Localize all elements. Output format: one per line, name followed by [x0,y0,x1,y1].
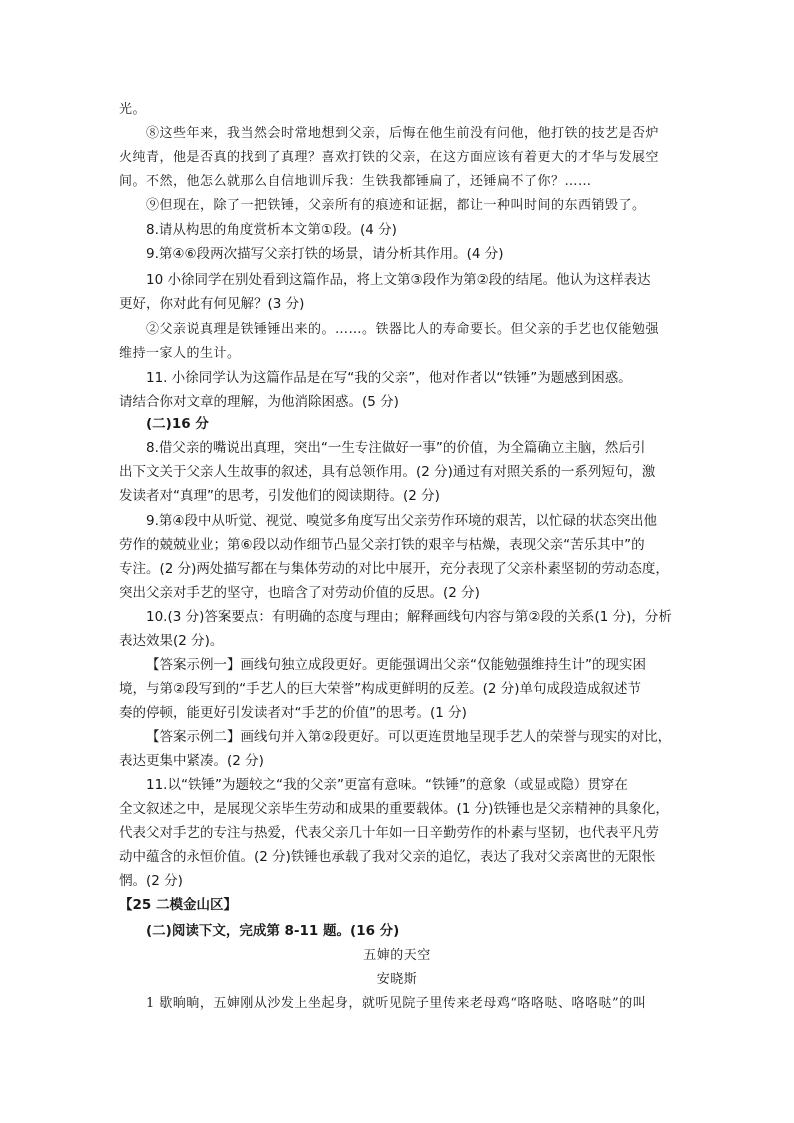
text-line: 请结合你对文章的理解，为他消除困惑。(5 分) [119,394,399,410]
text-line: ⑧这些年来，我当然会时常地想到父亲，后悔在他生前没有问他，他打铁的技艺是否炉 [146,126,660,141]
article-title: 五婶的天空 [363,948,431,963]
answer-8: 8.借父亲的嘴说出真理，突出“一生专注做好一事”的价值，为全篇确立主脑，然后引 [146,440,646,456]
reading-instruction: (二)阅读下文，完成第 8-11 题。(16 分) [146,923,400,939]
text-line: 惘。(2 分) [119,873,183,889]
text-line: 境，与第②段写到的“手艺人的巨大荣誉”构成更鲜明的反差。(2 分)单句成段造成叙述节 [119,681,642,697]
text-line: 动中蕴含的永恒价值。(2 分)铁锤也承载了我对父亲的追忆，表达了我对父亲离世的无限怅 [119,849,656,865]
text-line: 代表父对手艺的专注与热爱，代表父亲几十年如一日辛勤劳作的朴素与坚韧，也代表平凡劳 [119,825,659,841]
quoted-passage: 维持一家人的生计。 [119,346,241,361]
answer-example-2: 【答案示例二】画线句并入第②段更好。可以更连贯地呈现手艺人的荣誉与现实的对比， [146,729,672,745]
question-9: 9.第④⑥段两次描写父亲打铁的场景，请分析其作用。(4 分) [146,246,504,262]
source-tag: 【25 二模金山区】 [119,897,237,913]
question-10: 10 小徐同学在别处看到这篇作品，将上文第③段作为第②段的结尾。他认为这样表达 [146,272,651,288]
quoted-passage: ②父亲说真理是铁锤锤出来的。……。铁器比人的寿命要长。但父亲的手艺也仅能勉强 [146,322,660,337]
text-line: 火纯青，他是否真的找到了真理？喜欢打铁的父亲，在这方面应该有着更大的才华与发展空 [119,150,660,165]
question-11: 11. 小徐同学认为这篇作品是在写“我的父亲”，他对作者以“铁锤”为题感到困惑。 [146,370,632,386]
text-line: ⑨但现在，除了一把铁锤，父亲所有的痕迹和证据，都让一种叫时间的东西销毁了。 [146,198,646,213]
text-line: 专注。(2 分)两处描写都在与集体劳动的对比中展开，充分表现了父亲朴素坚韧的劳动态度， [119,561,669,577]
text-line: 间。不然，他怎么就那么自信地训斥我：生铁我都锤扁了，还锤扁不了你？…… [119,174,592,189]
answer-10: 10.(3 分)答案要点：有明确的态度与理由；解释画线句内容与第②段的关系(1 分)，分析 [146,609,672,625]
text-line: 更好，你对此有何见解？(3 分) [119,296,305,312]
text-line: 表达更集中紧凑。(2 分) [119,753,264,769]
question-8: 8.请从构思的角度赏析本文第①段。(4 分) [146,222,397,238]
text-line: 发读者对“真理”的思考，引发他们的阅读期待。(2 分) [119,488,440,504]
text-line: 劳作的兢兢业业；第⑥段以动作细节凸显父亲打铁的艰辛与枯燥，表现父亲“苦乐其中”的 [119,537,645,553]
section-heading: (二)16 分 [146,416,209,432]
answer-example-1: 【答案示例一】画线句独立成段更好。更能强调出父亲“仅能勉强维持生计”的现实困 [146,657,646,673]
text-line: 突出父亲对手艺的坚守，也暗含了对劳动价值的反思。(2 分) [119,585,480,601]
answer-11: 11.以“铁锤”为题较之“我的父亲”更富有意味。“铁锤”的意象（或显或隐）贯穿在 [146,777,628,793]
text-line: 表达效果(2 分)。 [119,633,224,649]
article-paragraph-1: 1 歇晌晌，五婶刚从沙发上坐起身，就听见院子里传来老母鸡“咯咯哒、咯咯哒”的叫 [146,996,647,1011]
text-line: 光。 [119,102,147,117]
text-line: 出下文关于父亲人生故事的叙述，具有总领作用。(2 分)通过有对照关系的一系列短句，激 [119,464,656,480]
answer-9: 9.第④段中从听觉、视觉、嗅觉多角度写出父亲劳作环境的艰苦，以忙碌的状态突出他 [146,513,657,529]
article-author: 安晓斯 [376,972,418,987]
text-line: 全文叙述之中，是展现父亲毕生劳动和成果的重要载体。(1 分)铁锤也是父亲精神的具象化， [119,801,669,817]
text-line: 奏的停顿，能更好引发读者对“手艺的价值”的思考。(1 分) [119,705,467,721]
